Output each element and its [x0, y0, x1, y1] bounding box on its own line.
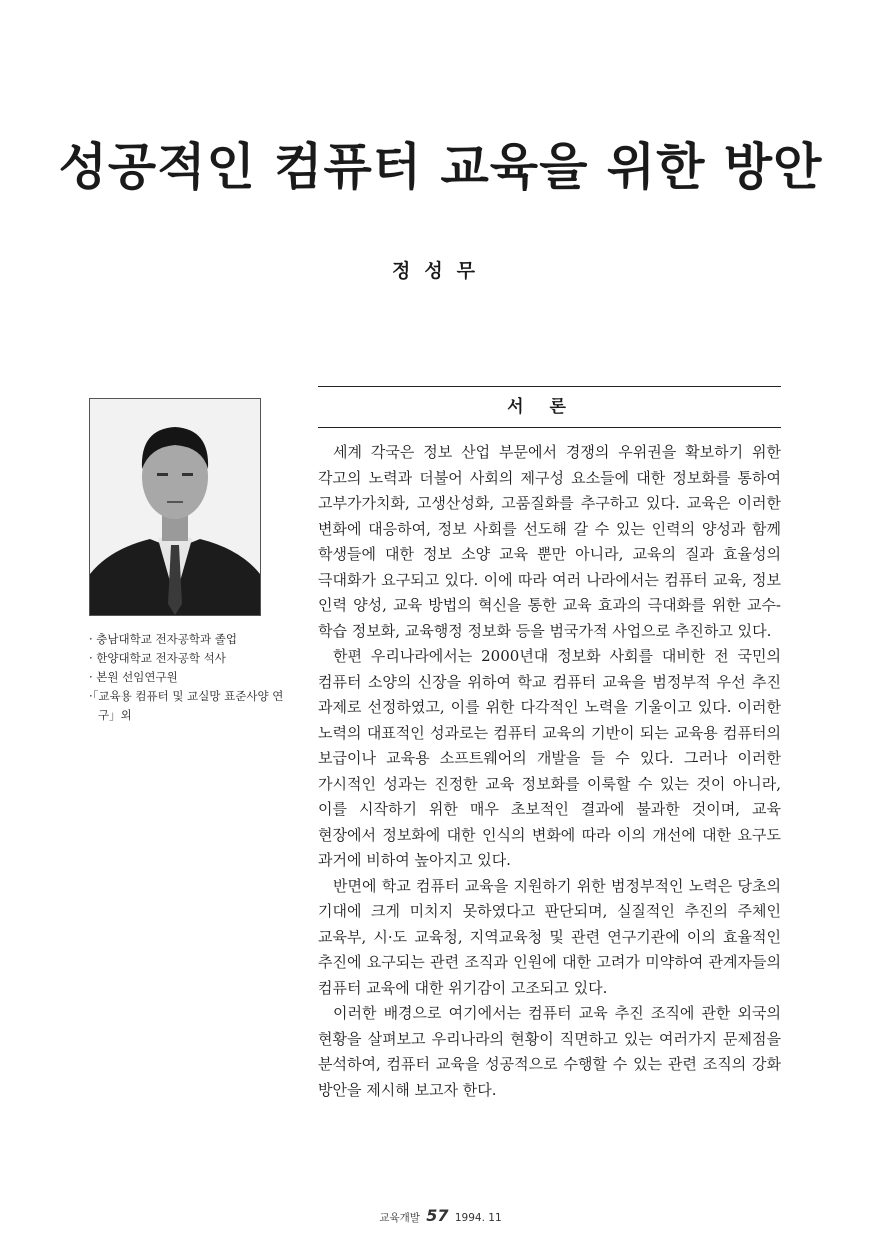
page-footer [0, 1208, 881, 1226]
section-divider-top [318, 386, 781, 387]
article-body [318, 440, 781, 1103]
body-paragraph: 세계 각국은 정보 산업 부문에서 경쟁의 우위권을 확보하기 위한 각고의 노력과 더불어 사회의 제구성 요소들에 대한 정보화를 통하여 고부가가치화, 고생산성화, 고품질화를 추구하고 있다. 교육은 이러한 변화에 대응하여, 정보 사회를 선도해 갈 수 있는 인력의 양성과 함께 학생들에 대한 정보 소양 교육 뿐만 아니라, 교육의 질과 효율성의 극대화가 요구되고 있다. 이에 따라 여러 나라에서는 컴퓨터 교육, 정보 인력 양성, 교육 방법의 혁신을 통한 교육 효과의 극대화를 위한 교수-학습 정보화, 교육행정 정보화 등을 범국가적 사업으로 추진하고 있다. [318, 443, 781, 640]
author-portrait-icon [90, 399, 260, 615]
author-bio [89, 630, 299, 725]
bio-item: · 한양대학교 전자공학 석사 [89, 651, 226, 665]
section-divider-bottom [318, 427, 781, 428]
section-heading: 서론 [507, 397, 592, 417]
body-paragraph: 한편 우리나라에서는 2000년대 정보화 사회를 대비한 전 국민의 컴퓨터 소양의 신장을 위하여 학교 컴퓨터 교육을 범정부적 우선 추진 과제로 선정하였고, 이를 위한 다각적인 노력을 기울이고 있다. 이러한 노력의 대표적인 성과로는 컴퓨터 교육의 기반이 되는 교육용 컴퓨터의 보급이나 교육용 소프트웨어의 개발을 들 수 있다. 그러나 이러한 가시적인 성과는 진정한 교육 정보화를 이룩할 수 있는 것이 아니라, 이를 시작하기 위한 매우 초보적인 결과에 불과한 것이며, 교육 현장에서 정보화에 대한 인식의 변화에 따라 이의 개선에 대한 요구도 과거에 비하여 높아지고 있다. [318, 647, 781, 869]
bio-item: ·「교육용 컴퓨터 및 교실망 표준사양 연구」외 [89, 689, 284, 722]
article-title: 성공적인 컴퓨터 교육을 위한 방안 [58, 138, 823, 196]
author-photo [89, 398, 261, 616]
footer-date: 1994. 11 [454, 1212, 502, 1224]
bio-item: · 충남대학교 전자공학과 졸업 [89, 632, 237, 646]
footer-journal: 교육개발 [379, 1212, 420, 1224]
bio-item: · 본원 선임연구원 [89, 670, 178, 684]
author-name: 정성무 [391, 260, 490, 282]
body-paragraph: 반면에 학교 컴퓨터 교육을 지원하기 위한 범정부적인 노력은 당초의 기대에 크게 미치지 못하였다고 판단되며, 실질적인 추진의 주체인 교육부, 시·도 교육청, 지역교육청 및 관련 연구기관에 이의 효율적인 추진에 요구되는 관련 조직과 인원에 대한 고려가 미약하여 관계자들의 컴퓨터 교육에 대한 위기감이 고조되고 있다. [318, 876, 781, 997]
footer-page-number: 57 [426, 1206, 449, 1225]
body-paragraph: 이러한 배경으로 여기에서는 컴퓨터 교육 추진 조직에 관한 외국의 현황을 살펴보고 우리나라의 현황이 직면하고 있는 여러가지 문제점을 분석하여, 컴퓨터 교육을 성공적으로 수행할 수 있는 관련 조직의 강화 방안을 제시해 보고자 한다. [318, 1004, 781, 1099]
